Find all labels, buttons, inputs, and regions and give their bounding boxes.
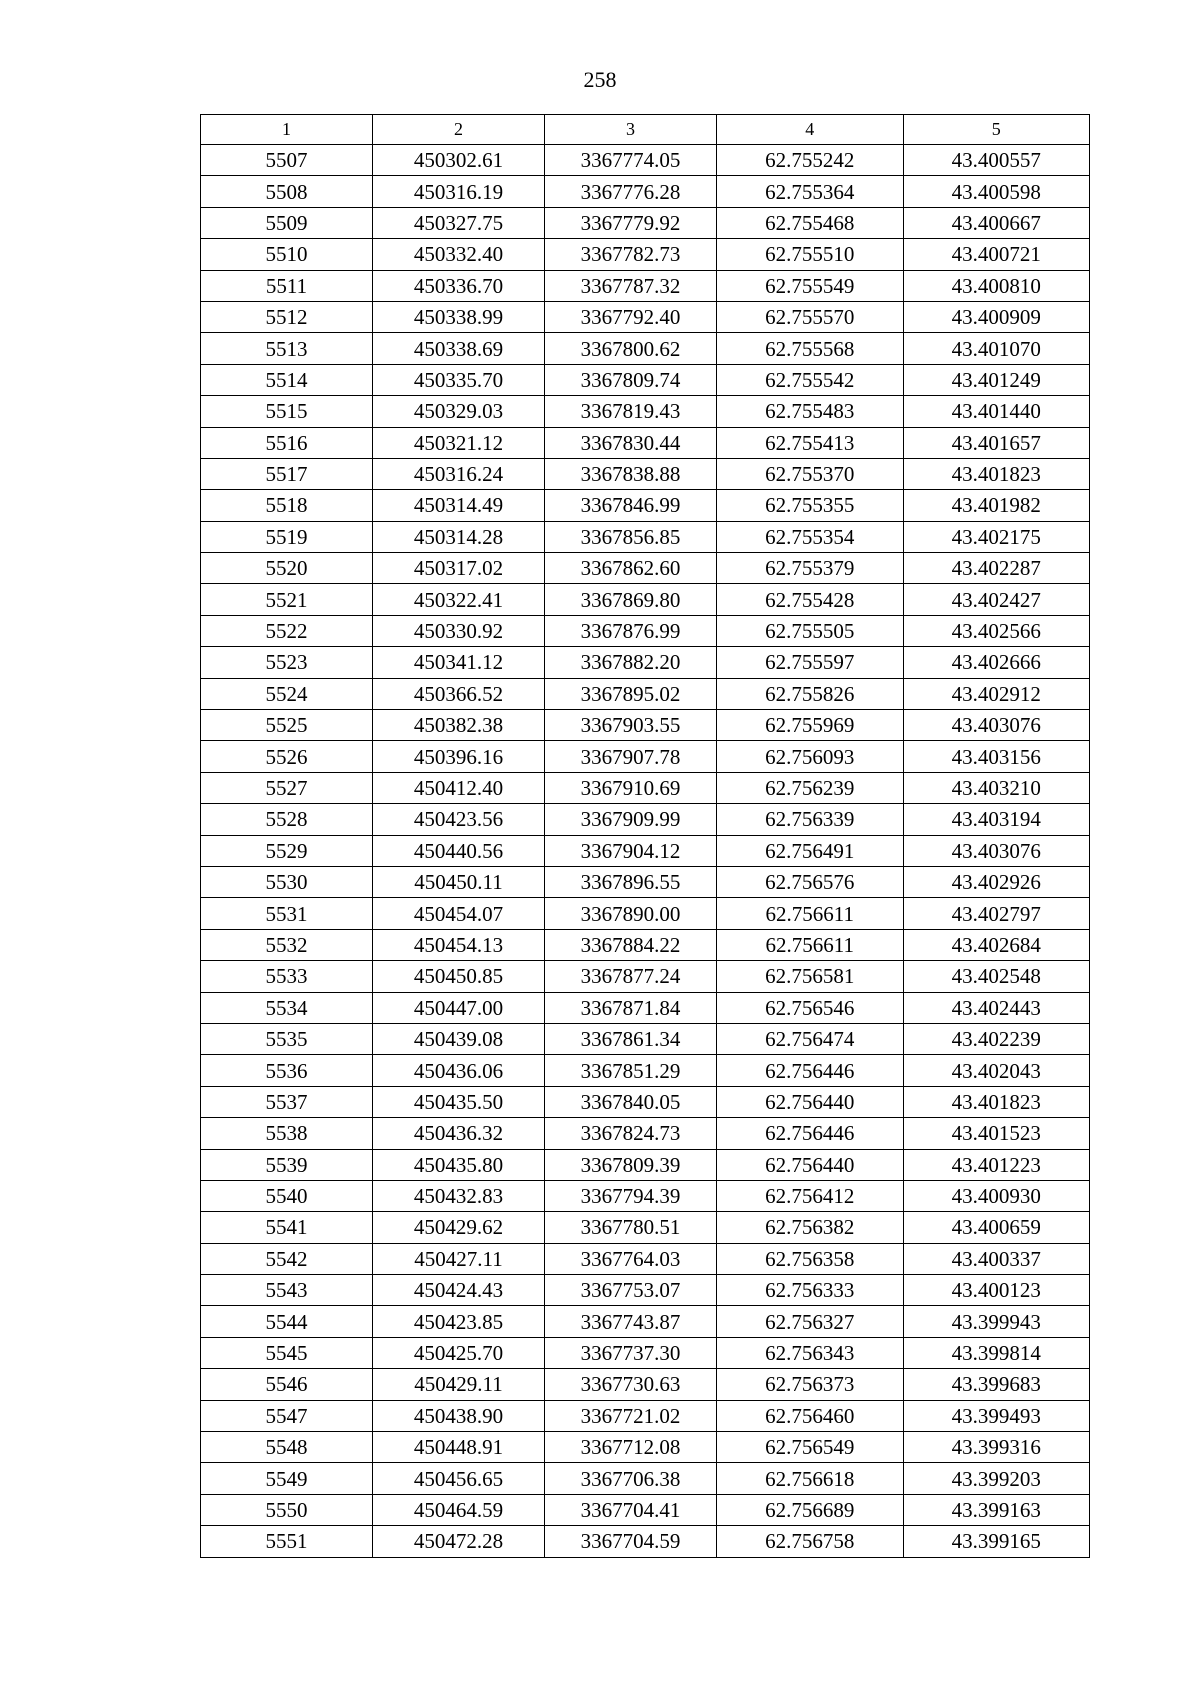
table-cell: 5518 bbox=[201, 490, 373, 521]
table-cell: 5514 bbox=[201, 364, 373, 395]
table-cell: 5537 bbox=[201, 1086, 373, 1117]
table-row bbox=[201, 1432, 1090, 1463]
table-cell: 5533 bbox=[201, 961, 373, 992]
table-cell: 62.756412 bbox=[717, 1180, 904, 1211]
table-cell: 450450.11 bbox=[373, 866, 545, 897]
table-row bbox=[201, 835, 1090, 866]
table-cell: 5543 bbox=[201, 1275, 373, 1306]
table-cell: 450302.61 bbox=[373, 145, 545, 176]
table-cell: 450423.85 bbox=[373, 1306, 545, 1337]
table-cell: 62.755413 bbox=[717, 427, 904, 458]
table-cell: 3367712.08 bbox=[545, 1432, 717, 1463]
table-cell: 5517 bbox=[201, 458, 373, 489]
table-cell: 3367743.87 bbox=[545, 1306, 717, 1337]
table-cell: 62.756474 bbox=[717, 1023, 904, 1054]
table-cell: 62.756446 bbox=[717, 1055, 904, 1086]
table-cell: 450425.70 bbox=[373, 1337, 545, 1368]
table-cell: 62.756460 bbox=[717, 1400, 904, 1431]
table-cell: 62.756758 bbox=[717, 1526, 904, 1557]
table-cell: 62.756343 bbox=[717, 1337, 904, 1368]
table-cell: 43.401070 bbox=[903, 333, 1090, 364]
table-cell: 62.755379 bbox=[717, 553, 904, 584]
table-cell: 43.400810 bbox=[903, 270, 1090, 301]
table-cell: 62.755428 bbox=[717, 584, 904, 615]
table-cell: 450332.40 bbox=[373, 239, 545, 270]
table-cell: 62.756546 bbox=[717, 992, 904, 1023]
table-cell: 3367909.99 bbox=[545, 804, 717, 835]
table-cell: 62.755969 bbox=[717, 710, 904, 741]
table-cell: 5521 bbox=[201, 584, 373, 615]
table-cell: 5546 bbox=[201, 1369, 373, 1400]
table-cell: 62.756327 bbox=[717, 1306, 904, 1337]
table-cell: 43.400909 bbox=[903, 301, 1090, 332]
table-cell: 3367861.34 bbox=[545, 1023, 717, 1054]
table-cell: 43.400123 bbox=[903, 1275, 1090, 1306]
table-cell: 43.403210 bbox=[903, 772, 1090, 803]
table-cell: 62.755542 bbox=[717, 364, 904, 395]
table-cell: 450456.65 bbox=[373, 1463, 545, 1494]
table-cell: 450447.00 bbox=[373, 992, 545, 1023]
table-cell: 5520 bbox=[201, 553, 373, 584]
table-cell: 5529 bbox=[201, 835, 373, 866]
table-row bbox=[201, 396, 1090, 427]
table-cell: 3367840.05 bbox=[545, 1086, 717, 1117]
table-row bbox=[201, 364, 1090, 395]
table-cell: 3367809.39 bbox=[545, 1149, 717, 1180]
table-cell: 62.756611 bbox=[717, 898, 904, 929]
table-cell: 450330.92 bbox=[373, 615, 545, 646]
table-cell: 450314.49 bbox=[373, 490, 545, 521]
column-header: 4 bbox=[717, 115, 904, 145]
table-row bbox=[201, 1306, 1090, 1337]
table-cell: 43.400557 bbox=[903, 145, 1090, 176]
table-cell: 3367782.73 bbox=[545, 239, 717, 270]
table-cell: 450314.28 bbox=[373, 521, 545, 552]
table-cell: 43.400930 bbox=[903, 1180, 1090, 1211]
table-cell: 43.399943 bbox=[903, 1306, 1090, 1337]
table-cell: 450316.19 bbox=[373, 176, 545, 207]
table-cell: 62.755510 bbox=[717, 239, 904, 270]
table-row bbox=[201, 427, 1090, 458]
table-cell: 3367877.24 bbox=[545, 961, 717, 992]
table-cell: 3367882.20 bbox=[545, 647, 717, 678]
table-cell: 3367895.02 bbox=[545, 678, 717, 709]
table-row bbox=[201, 1086, 1090, 1117]
table-cell: 5551 bbox=[201, 1526, 373, 1557]
table-cell: 62.755364 bbox=[717, 176, 904, 207]
table-cell: 62.755505 bbox=[717, 615, 904, 646]
table-cell: 5541 bbox=[201, 1212, 373, 1243]
table-cell: 5524 bbox=[201, 678, 373, 709]
table-row bbox=[201, 1212, 1090, 1243]
table-cell: 43.399165 bbox=[903, 1526, 1090, 1557]
table-cell: 3367903.55 bbox=[545, 710, 717, 741]
table-row bbox=[201, 1243, 1090, 1274]
table-cell: 5507 bbox=[201, 145, 373, 176]
table-row bbox=[201, 1463, 1090, 1494]
table-row bbox=[201, 1369, 1090, 1400]
table-cell: 43.401982 bbox=[903, 490, 1090, 521]
table-cell: 450435.50 bbox=[373, 1086, 545, 1117]
table-cell: 5513 bbox=[201, 333, 373, 364]
table-cell: 450432.83 bbox=[373, 1180, 545, 1211]
table-cell: 43.402427 bbox=[903, 584, 1090, 615]
table-cell: 3367838.88 bbox=[545, 458, 717, 489]
table-cell: 5519 bbox=[201, 521, 373, 552]
table-cell: 5531 bbox=[201, 898, 373, 929]
table-cell: 450366.52 bbox=[373, 678, 545, 709]
table-row bbox=[201, 301, 1090, 332]
table-row bbox=[201, 1526, 1090, 1557]
table-cell: 5549 bbox=[201, 1463, 373, 1494]
table-cell: 3367910.69 bbox=[545, 772, 717, 803]
table-cell: 43.401523 bbox=[903, 1118, 1090, 1149]
table-cell: 5523 bbox=[201, 647, 373, 678]
table-cell: 3367890.00 bbox=[545, 898, 717, 929]
table-cell: 450396.16 bbox=[373, 741, 545, 772]
table-row bbox=[201, 239, 1090, 270]
table-cell: 3367896.55 bbox=[545, 866, 717, 897]
table-cell: 62.756239 bbox=[717, 772, 904, 803]
table-cell: 450317.02 bbox=[373, 553, 545, 584]
table-cell: 450427.11 bbox=[373, 1243, 545, 1274]
table-cell: 62.755568 bbox=[717, 333, 904, 364]
table-cell: 62.755242 bbox=[717, 145, 904, 176]
table-cell: 62.755354 bbox=[717, 521, 904, 552]
table-row bbox=[201, 333, 1090, 364]
table-row bbox=[201, 270, 1090, 301]
table-cell: 43.402912 bbox=[903, 678, 1090, 709]
table-cell: 5539 bbox=[201, 1149, 373, 1180]
table-cell: 3367904.12 bbox=[545, 835, 717, 866]
table-cell: 43.402797 bbox=[903, 898, 1090, 929]
table-cell: 5522 bbox=[201, 615, 373, 646]
table-cell: 450335.70 bbox=[373, 364, 545, 395]
table-cell: 450435.80 bbox=[373, 1149, 545, 1180]
table-cell: 43.402175 bbox=[903, 521, 1090, 552]
table-cell: 62.755468 bbox=[717, 207, 904, 238]
table-cell: 62.755597 bbox=[717, 647, 904, 678]
table-row bbox=[201, 1055, 1090, 1086]
table-row bbox=[201, 1494, 1090, 1525]
table-row bbox=[201, 1023, 1090, 1054]
table-cell: 5548 bbox=[201, 1432, 373, 1463]
table-cell: 5511 bbox=[201, 270, 373, 301]
table-cell: 5509 bbox=[201, 207, 373, 238]
table-cell: 62.756491 bbox=[717, 835, 904, 866]
table-cell: 450338.99 bbox=[373, 301, 545, 332]
table-cell: 3367876.99 bbox=[545, 615, 717, 646]
table-row bbox=[201, 772, 1090, 803]
table-cell: 43.402926 bbox=[903, 866, 1090, 897]
table-row bbox=[201, 898, 1090, 929]
table-row bbox=[201, 1149, 1090, 1180]
table-cell: 5550 bbox=[201, 1494, 373, 1525]
table-cell: 3367706.38 bbox=[545, 1463, 717, 1494]
table-cell: 43.399316 bbox=[903, 1432, 1090, 1463]
table-row bbox=[201, 710, 1090, 741]
table-row bbox=[201, 866, 1090, 897]
table-cell: 43.402287 bbox=[903, 553, 1090, 584]
table-cell: 450448.91 bbox=[373, 1432, 545, 1463]
column-header: 1 bbox=[201, 115, 373, 145]
table-cell: 43.400667 bbox=[903, 207, 1090, 238]
table-row bbox=[201, 490, 1090, 521]
table-cell: 62.756440 bbox=[717, 1149, 904, 1180]
table-cell: 3367794.39 bbox=[545, 1180, 717, 1211]
table-cell: 62.756093 bbox=[717, 741, 904, 772]
table-row bbox=[201, 1180, 1090, 1211]
table-row bbox=[201, 929, 1090, 960]
table-cell: 5547 bbox=[201, 1400, 373, 1431]
table-cell: 62.756618 bbox=[717, 1463, 904, 1494]
table-cell: 450439.08 bbox=[373, 1023, 545, 1054]
table-cell: 43.402043 bbox=[903, 1055, 1090, 1086]
table-cell: 43.402239 bbox=[903, 1023, 1090, 1054]
table-cell: 3367721.02 bbox=[545, 1400, 717, 1431]
table-cell: 62.756339 bbox=[717, 804, 904, 835]
table-cell: 5536 bbox=[201, 1055, 373, 1086]
table-cell: 43.401657 bbox=[903, 427, 1090, 458]
table-cell: 43.403076 bbox=[903, 710, 1090, 741]
table-cell: 5540 bbox=[201, 1180, 373, 1211]
table-cell: 62.756576 bbox=[717, 866, 904, 897]
table-cell: 43.400598 bbox=[903, 176, 1090, 207]
table-cell: 43.402548 bbox=[903, 961, 1090, 992]
table-cell: 450440.56 bbox=[373, 835, 545, 866]
table-cell: 5515 bbox=[201, 396, 373, 427]
table-cell: 5527 bbox=[201, 772, 373, 803]
table-cell: 450382.38 bbox=[373, 710, 545, 741]
table-row bbox=[201, 145, 1090, 176]
table-cell: 5534 bbox=[201, 992, 373, 1023]
table-cell: 450454.07 bbox=[373, 898, 545, 929]
table-cell: 3367704.41 bbox=[545, 1494, 717, 1525]
table-cell: 3367809.74 bbox=[545, 364, 717, 395]
table-row bbox=[201, 615, 1090, 646]
table-cell: 5510 bbox=[201, 239, 373, 270]
table-cell: 5526 bbox=[201, 741, 373, 772]
column-header: 5 bbox=[903, 115, 1090, 145]
table-cell: 450454.13 bbox=[373, 929, 545, 960]
table-cell: 43.401823 bbox=[903, 1086, 1090, 1117]
table-cell: 3367753.07 bbox=[545, 1275, 717, 1306]
table-cell: 3367884.22 bbox=[545, 929, 717, 960]
table-cell: 43.403156 bbox=[903, 741, 1090, 772]
table-cell: 450341.12 bbox=[373, 647, 545, 678]
table-cell: 62.755483 bbox=[717, 396, 904, 427]
table-cell: 3367737.30 bbox=[545, 1337, 717, 1368]
table-row bbox=[201, 992, 1090, 1023]
table-cell: 62.756382 bbox=[717, 1212, 904, 1243]
table-cell: 5538 bbox=[201, 1118, 373, 1149]
table-cell: 3367774.05 bbox=[545, 145, 717, 176]
table-row bbox=[201, 1275, 1090, 1306]
table-row bbox=[201, 584, 1090, 615]
table-cell: 62.755570 bbox=[717, 301, 904, 332]
table-cell: 3367704.59 bbox=[545, 1526, 717, 1557]
table-cell: 43.403076 bbox=[903, 835, 1090, 866]
table-row bbox=[201, 678, 1090, 709]
table-cell: 5528 bbox=[201, 804, 373, 835]
table-cell: 3367830.44 bbox=[545, 427, 717, 458]
table-row bbox=[201, 553, 1090, 584]
table-cell: 3367871.84 bbox=[545, 992, 717, 1023]
table-cell: 450424.43 bbox=[373, 1275, 545, 1306]
table-row bbox=[201, 207, 1090, 238]
table-header-row bbox=[201, 115, 1090, 145]
table-cell: 3367907.78 bbox=[545, 741, 717, 772]
table-cell: 43.399683 bbox=[903, 1369, 1090, 1400]
table-cell: 3367800.62 bbox=[545, 333, 717, 364]
table-cell: 62.756581 bbox=[717, 961, 904, 992]
table-cell: 450329.03 bbox=[373, 396, 545, 427]
table-cell: 450336.70 bbox=[373, 270, 545, 301]
table-cell: 3367851.29 bbox=[545, 1055, 717, 1086]
table-cell: 5508 bbox=[201, 176, 373, 207]
table-cell: 43.400337 bbox=[903, 1243, 1090, 1274]
table-row bbox=[201, 961, 1090, 992]
table-cell: 62.755370 bbox=[717, 458, 904, 489]
table-cell: 62.756373 bbox=[717, 1369, 904, 1400]
table-cell: 450327.75 bbox=[373, 207, 545, 238]
table-cell: 5512 bbox=[201, 301, 373, 332]
table-cell: 5535 bbox=[201, 1023, 373, 1054]
table-cell: 3367824.73 bbox=[545, 1118, 717, 1149]
table-cell: 43.399493 bbox=[903, 1400, 1090, 1431]
table-cell: 62.756446 bbox=[717, 1118, 904, 1149]
table-cell: 5516 bbox=[201, 427, 373, 458]
table-cell: 62.756689 bbox=[717, 1494, 904, 1525]
table-row bbox=[201, 804, 1090, 835]
table-cell: 43.400659 bbox=[903, 1212, 1090, 1243]
table-cell: 3367779.92 bbox=[545, 207, 717, 238]
table-row bbox=[201, 741, 1090, 772]
table-cell: 62.755355 bbox=[717, 490, 904, 521]
table-cell: 450429.11 bbox=[373, 1369, 545, 1400]
table-cell: 450464.59 bbox=[373, 1494, 545, 1525]
table-cell: 3367819.43 bbox=[545, 396, 717, 427]
table-cell: 450412.40 bbox=[373, 772, 545, 803]
table-cell: 3367787.32 bbox=[545, 270, 717, 301]
column-header: 3 bbox=[545, 115, 717, 145]
table-cell: 3367862.60 bbox=[545, 553, 717, 584]
table-cell: 43.400721 bbox=[903, 239, 1090, 270]
table-row bbox=[201, 521, 1090, 552]
table-body bbox=[201, 145, 1090, 1558]
table-cell: 3367776.28 bbox=[545, 176, 717, 207]
table-row bbox=[201, 176, 1090, 207]
table-cell: 43.403194 bbox=[903, 804, 1090, 835]
table-cell: 5525 bbox=[201, 710, 373, 741]
table-cell: 62.756549 bbox=[717, 1432, 904, 1463]
table-row bbox=[201, 647, 1090, 678]
table-cell: 43.401823 bbox=[903, 458, 1090, 489]
coordinates-table bbox=[200, 114, 1090, 1558]
table-cell: 5532 bbox=[201, 929, 373, 960]
table-cell: 450438.90 bbox=[373, 1400, 545, 1431]
table-cell: 3367730.63 bbox=[545, 1369, 717, 1400]
table-cell: 62.755826 bbox=[717, 678, 904, 709]
column-header: 2 bbox=[373, 115, 545, 145]
table-cell: 450322.41 bbox=[373, 584, 545, 615]
table-cell: 3367764.03 bbox=[545, 1243, 717, 1274]
table-row bbox=[201, 1118, 1090, 1149]
table-cell: 450423.56 bbox=[373, 804, 545, 835]
table-cell: 5542 bbox=[201, 1243, 373, 1274]
table-cell: 450429.62 bbox=[373, 1212, 545, 1243]
table-cell: 450450.85 bbox=[373, 961, 545, 992]
table-cell: 43.401440 bbox=[903, 396, 1090, 427]
table-cell: 450436.32 bbox=[373, 1118, 545, 1149]
table-cell: 450321.12 bbox=[373, 427, 545, 458]
table-row bbox=[201, 1400, 1090, 1431]
table-cell: 450436.06 bbox=[373, 1055, 545, 1086]
table-cell: 3367846.99 bbox=[545, 490, 717, 521]
table-cell: 62.756358 bbox=[717, 1243, 904, 1274]
table-cell: 3367792.40 bbox=[545, 301, 717, 332]
table-cell: 450472.28 bbox=[373, 1526, 545, 1557]
table-cell: 43.399814 bbox=[903, 1337, 1090, 1368]
table-cell: 3367780.51 bbox=[545, 1212, 717, 1243]
table-cell: 3367856.85 bbox=[545, 521, 717, 552]
table-cell: 62.756333 bbox=[717, 1275, 904, 1306]
table-cell: 62.756440 bbox=[717, 1086, 904, 1117]
table-cell: 43.402684 bbox=[903, 929, 1090, 960]
table-row bbox=[201, 458, 1090, 489]
table-row bbox=[201, 1337, 1090, 1368]
table-cell: 43.399203 bbox=[903, 1463, 1090, 1494]
table-cell: 5545 bbox=[201, 1337, 373, 1368]
table-cell: 62.755549 bbox=[717, 270, 904, 301]
table-cell: 450338.69 bbox=[373, 333, 545, 364]
table-cell: 5530 bbox=[201, 866, 373, 897]
table-cell: 5544 bbox=[201, 1306, 373, 1337]
table-cell: 3367869.80 bbox=[545, 584, 717, 615]
table-cell: 43.401249 bbox=[903, 364, 1090, 395]
table-cell: 450316.24 bbox=[373, 458, 545, 489]
table-cell: 43.401223 bbox=[903, 1149, 1090, 1180]
table-cell: 43.402666 bbox=[903, 647, 1090, 678]
table-cell: 43.399163 bbox=[903, 1494, 1090, 1525]
table-cell: 43.402566 bbox=[903, 615, 1090, 646]
page-number: 258 bbox=[583, 67, 617, 92]
table-cell: 43.402443 bbox=[903, 992, 1090, 1023]
table-cell: 62.756611 bbox=[717, 929, 904, 960]
